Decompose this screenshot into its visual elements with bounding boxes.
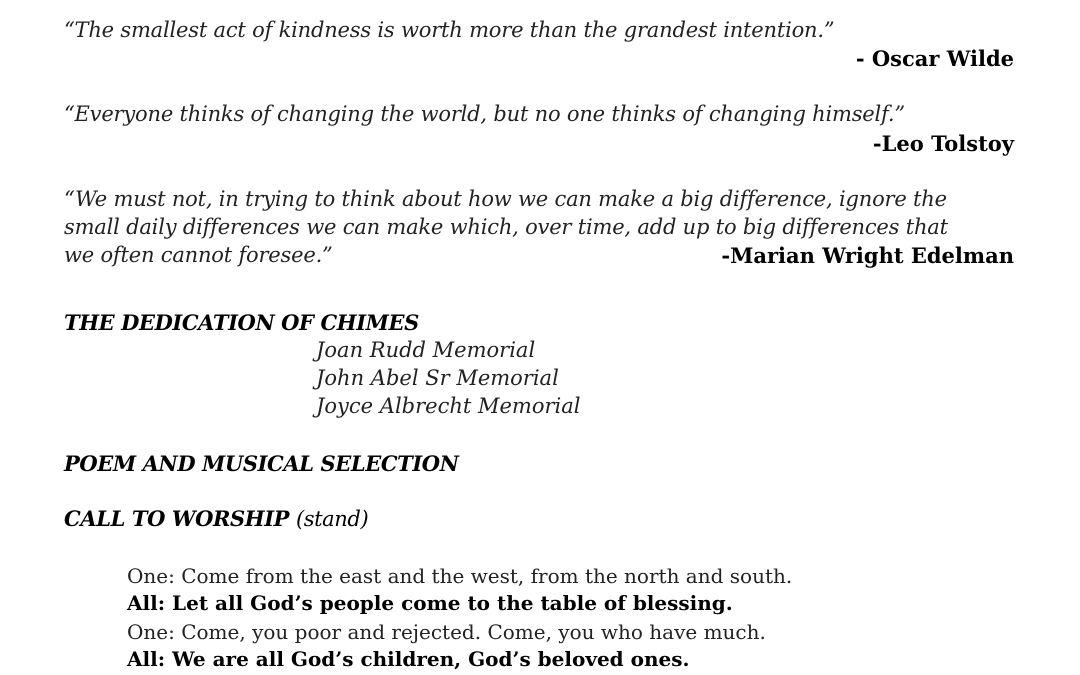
litany-line-all: All: We are all God’s children, God’s beloved ones.: [127, 647, 690, 671]
litany-line-one: One: Come from the east and the west, from the north and south.: [127, 564, 793, 588]
quote-tolstoy-author: -Leo Tolstoy: [872, 131, 1014, 156]
quote-tolstoy-text: “Everyone thinks of changing the world, but no one thinks of changing himself.”: [64, 102, 905, 126]
litany-line-all: All: Let all God’s people come to the table of blessing.: [127, 591, 733, 615]
chimes-heading: THE DEDICATION OF CHIMES: [64, 310, 419, 335]
litany-line-one: One: Come, you poor and rejected. Come, you who have much.: [127, 620, 766, 644]
quote-edelman-line-3: we often cannot foresee.”: [64, 243, 333, 267]
call-to-worship-heading: [64, 506, 368, 531]
quote-edelman-line-1: “We must not, in trying to think about how we can make a big difference, ignore the: [64, 187, 947, 211]
memorial-item: Joyce Albrecht Memorial: [316, 394, 581, 418]
call-to-worship-title: CALL TO WORSHIP: [64, 506, 290, 531]
quote-wilde-author: - Oscar Wilde: [855, 46, 1014, 71]
quote-edelman-line-2: small daily differences we can make which, over time, add up to big differences that: [64, 215, 948, 239]
memorial-item: Joan Rudd Memorial: [316, 338, 536, 362]
memorial-item: John Abel Sr Memorial: [316, 366, 559, 390]
poem-heading: POEM AND MUSICAL SELECTION: [64, 451, 459, 476]
call-to-worship-note: (stand): [295, 507, 369, 531]
quote-edelman-author: -Marian Wright Edelman: [721, 243, 1014, 268]
quote-wilde-text: “The smallest act of kindness is worth more than the grandest intention.”: [64, 18, 835, 42]
